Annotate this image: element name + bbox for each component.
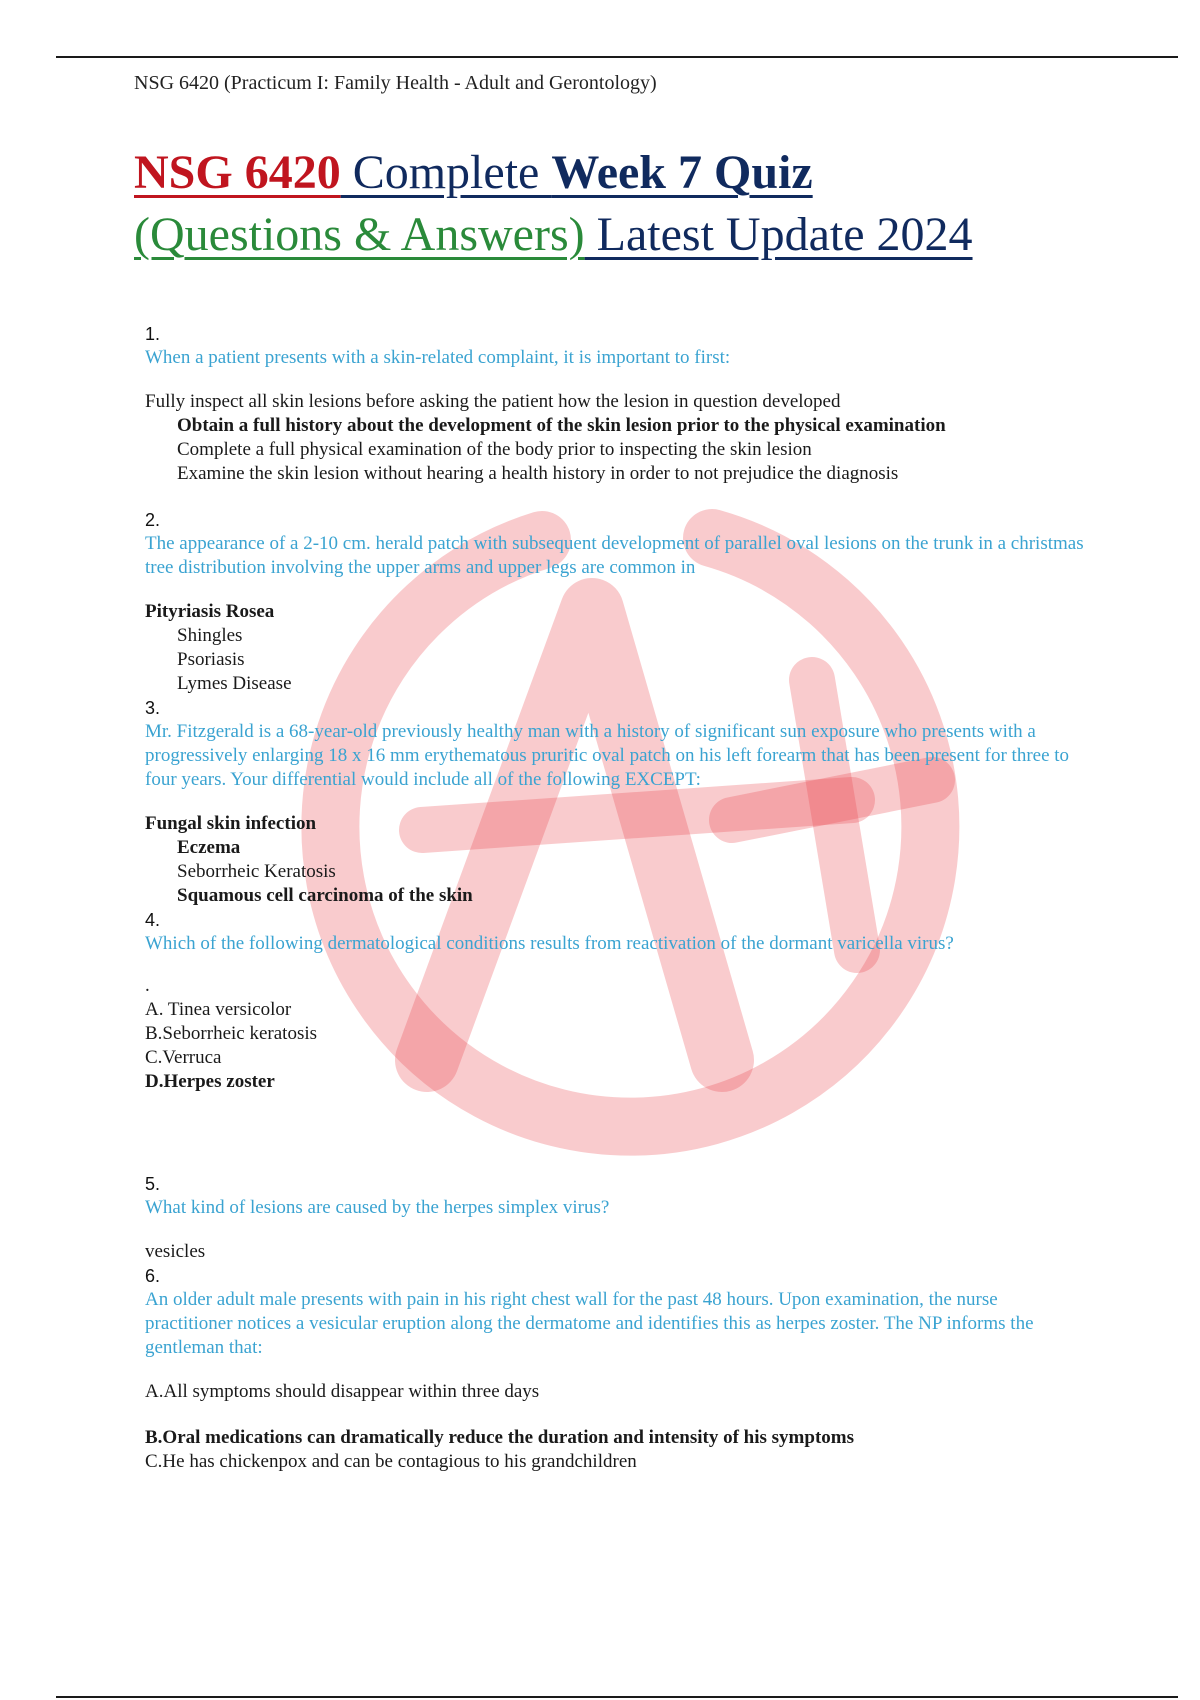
- question-3-text: Mr. Fitzgerald is a 68-year-old previously healthy man with a history of significant sun exposure who presents with a progressively enlarging 18 x 16 mm erythematous pruritic oval patch on his left forearm that has been present for three to four years. Your differential would include all of the following EXCEPT:: [145, 721, 1070, 790]
- question-6-text: An older adult male presents with pain in his right chest wall for the past 48 hours. Upon examination, the nurse practitioner notices a vesicular eruption along the dermatome and identifies this as herpes zoster. The NP informs the gentleman that:: [145, 1289, 1034, 1358]
- question-4-option-b: B.Seborrheic keratosis: [145, 1023, 318, 1044]
- question-1-number: 1.: [145, 324, 161, 344]
- question-1-option-3: Complete a full physical examination of the body prior to inspecting the skin lesion: [177, 439, 812, 460]
- top-rule: [56, 56, 1178, 58]
- quiz-content: [145, 322, 1085, 1474]
- question-1-text: When a patient presents with a skin-related complaint, it is important to first:: [145, 347, 731, 368]
- question-3-option-1: Fungal skin infection: [145, 813, 317, 834]
- title-week: Week 7 Quiz: [551, 146, 813, 199]
- question-4-option-a: A. Tinea versicolor: [145, 999, 292, 1020]
- running-header: NSG 6420 (Practicum I: Family Health - Adult and Gerontology): [134, 72, 657, 94]
- question-3-option-3: Seborrheic Keratosis: [177, 861, 336, 882]
- question-3-option-2: Eczema: [177, 837, 241, 858]
- question-4-number: 4.: [145, 910, 161, 930]
- question-1-option-4: Examine the skin lesion without hearing a health history in order to not prejudice the diagnosis: [177, 463, 899, 484]
- title-qa: (Questions & Answers): [134, 208, 585, 261]
- question-1-option-1: Fully inspect all skin lesions before asking the patient how the lesion in question developed: [145, 391, 841, 412]
- title-update: Latest Update 2024: [584, 208, 973, 261]
- question-6-option-c: C.He has chickenpox and can be contagious to his grandchildren: [145, 1451, 637, 1472]
- document-title: [134, 142, 1134, 266]
- question-2-option-4: Lymes Disease: [177, 673, 292, 694]
- question-4-option-d-correct: D.Herpes zoster: [145, 1071, 275, 1092]
- question-5-text: What kind of lesions are caused by the herpes simplex virus?: [145, 1197, 610, 1218]
- question-5-answer: vesicles: [145, 1241, 206, 1262]
- question-4-option-c: C.Verruca: [145, 1047, 222, 1068]
- question-2-text: The appearance of a 2-10 cm. herald patch with subsequent development of parallel oval lesions on the trunk in a christmas tree distribution involving the upper arms and upper legs are common in: [145, 533, 1084, 578]
- question-2-number: 2.: [145, 510, 161, 530]
- question-6-option-a: A.All symptoms should disappear within three days: [145, 1381, 540, 1402]
- question-5-number: 5.: [145, 1174, 161, 1194]
- title-course-code: NSG 6420: [134, 146, 341, 199]
- question-2-option-3: Psoriasis: [177, 649, 245, 670]
- question-4-text: Which of the following dermatological conditions results from reactivation of the dormant varicella virus?: [145, 933, 954, 954]
- bottom-rule: [56, 1696, 1178, 1698]
- question-4-dot: .: [145, 975, 150, 996]
- question-6-option-b-correct: B.Oral medications can dramatically reduce the duration and intensity of his symptoms: [145, 1427, 854, 1448]
- title-complete: Complete: [340, 146, 552, 199]
- question-6-number: 6.: [145, 1266, 161, 1286]
- question-1-option-2-correct: Obtain a full history about the development of the skin lesion prior to the physical examination: [177, 415, 946, 436]
- question-3-option-4: Squamous cell carcinoma of the skin: [177, 885, 473, 906]
- question-2-option-1-correct: Pityriasis Rosea: [145, 601, 275, 622]
- question-3-number: 3.: [145, 698, 161, 718]
- question-2-option-2: Shingles: [177, 625, 243, 646]
